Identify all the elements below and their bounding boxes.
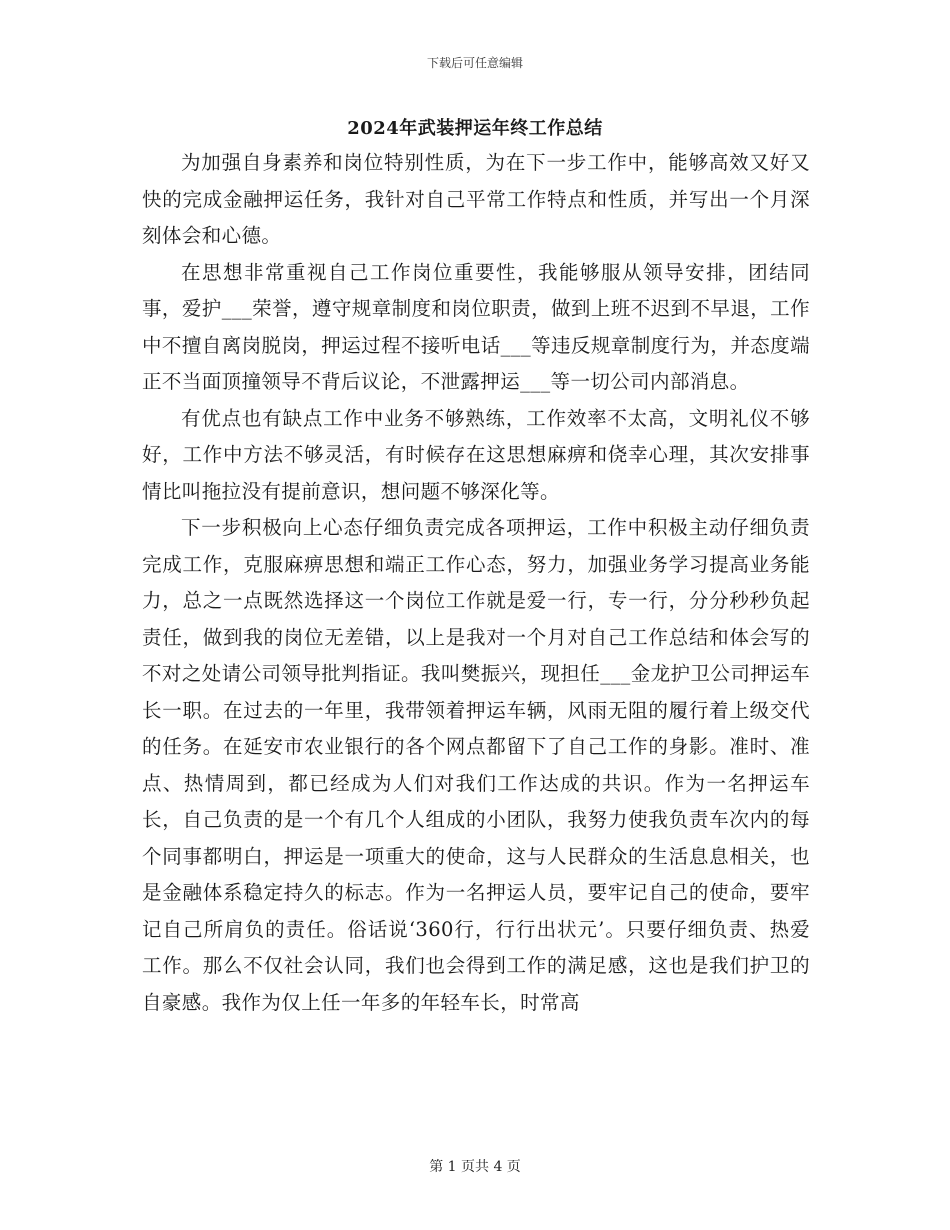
paragraph-next-steps: 下一步积极向上心态仔细负责完成各项押运，工作中积极主动仔细负责完成工作，克服麻痹思想和端正工作心态，努力，加强业务学习提高业务能力，总之一点既然选择这一个岗位工作就是爱一行，专一行，分分秒秒负起责任，做到我的岗位无差错，以上是我对一个月对自己工作总结和体会写的不对之处请公司领导批判指证。我叫樊振兴，现担任___金龙护卫公司押运车长一职。在过去的一年里，我带领着押运车辆，风雨无阻的履行着上级交代的任务。在延安市农业银行的各个网点都留下了自己工作的身影。准时、准点、热情周到，都已经成为人们对我们工作达成的共识。作为一名押运车长，自己负责的是一个有几个人组成的小团队，我努力使我负责车次内的每个同事都明白，押运是一项重大的使命，这与人民群众的生活息息相关，也是金融体系稳定持久的标志。作为一名押运人员，要牢记自己的使命，要牢记自己所肩负的责任。俗话说‘360行，行行出状元’。只要仔细负责、热爱工作。那么不仅社会认同，我们也会得到工作的满足感，这也是我们护卫的自豪感。我作为仅上任一年多的年轻车长，时常高 (142, 516, 810, 1014)
page-number-footer: 第 1 页共 4 页 (429, 1159, 521, 1175)
paragraph-intro: 为加强自身素养和岗位特别性质，为在下一步工作中，能够高效又好又快的完成金融押运任务，我针对自己平常工作特点和性质，并写出一个月深刻体会和心德。 (142, 151, 810, 247)
document-title: 2024年武装押运年终工作总结 (347, 118, 603, 139)
paragraph-strengths-weaknesses: 有优点也有缺点工作中业务不够熟练，工作效率不太高，文明礼仪不够好，工作中方法不够灵活，有时候存在这思想麻痹和侥幸心理，其次安排事情比叫拖拉没有提前意识，想问题不够深化等。 (142, 406, 810, 503)
document-body (142, 145, 810, 1021)
page-header-note: 下载后可任意编辑 (426, 56, 523, 70)
paragraph-ideology: 在思想非常重视自己工作岗位重要性，我能够服从领导安排，团结同事，爱护___荣誉，遵守规章制度和岗位职责，做到上班不迟到不早退，工作中不擅自离岗脱岗，押运过程不接听电话___等违反规章制度行为，并态度端正不当面顶撞领导不背后议论，不泄露押运___等一切公司内部消息。 (142, 260, 810, 393)
